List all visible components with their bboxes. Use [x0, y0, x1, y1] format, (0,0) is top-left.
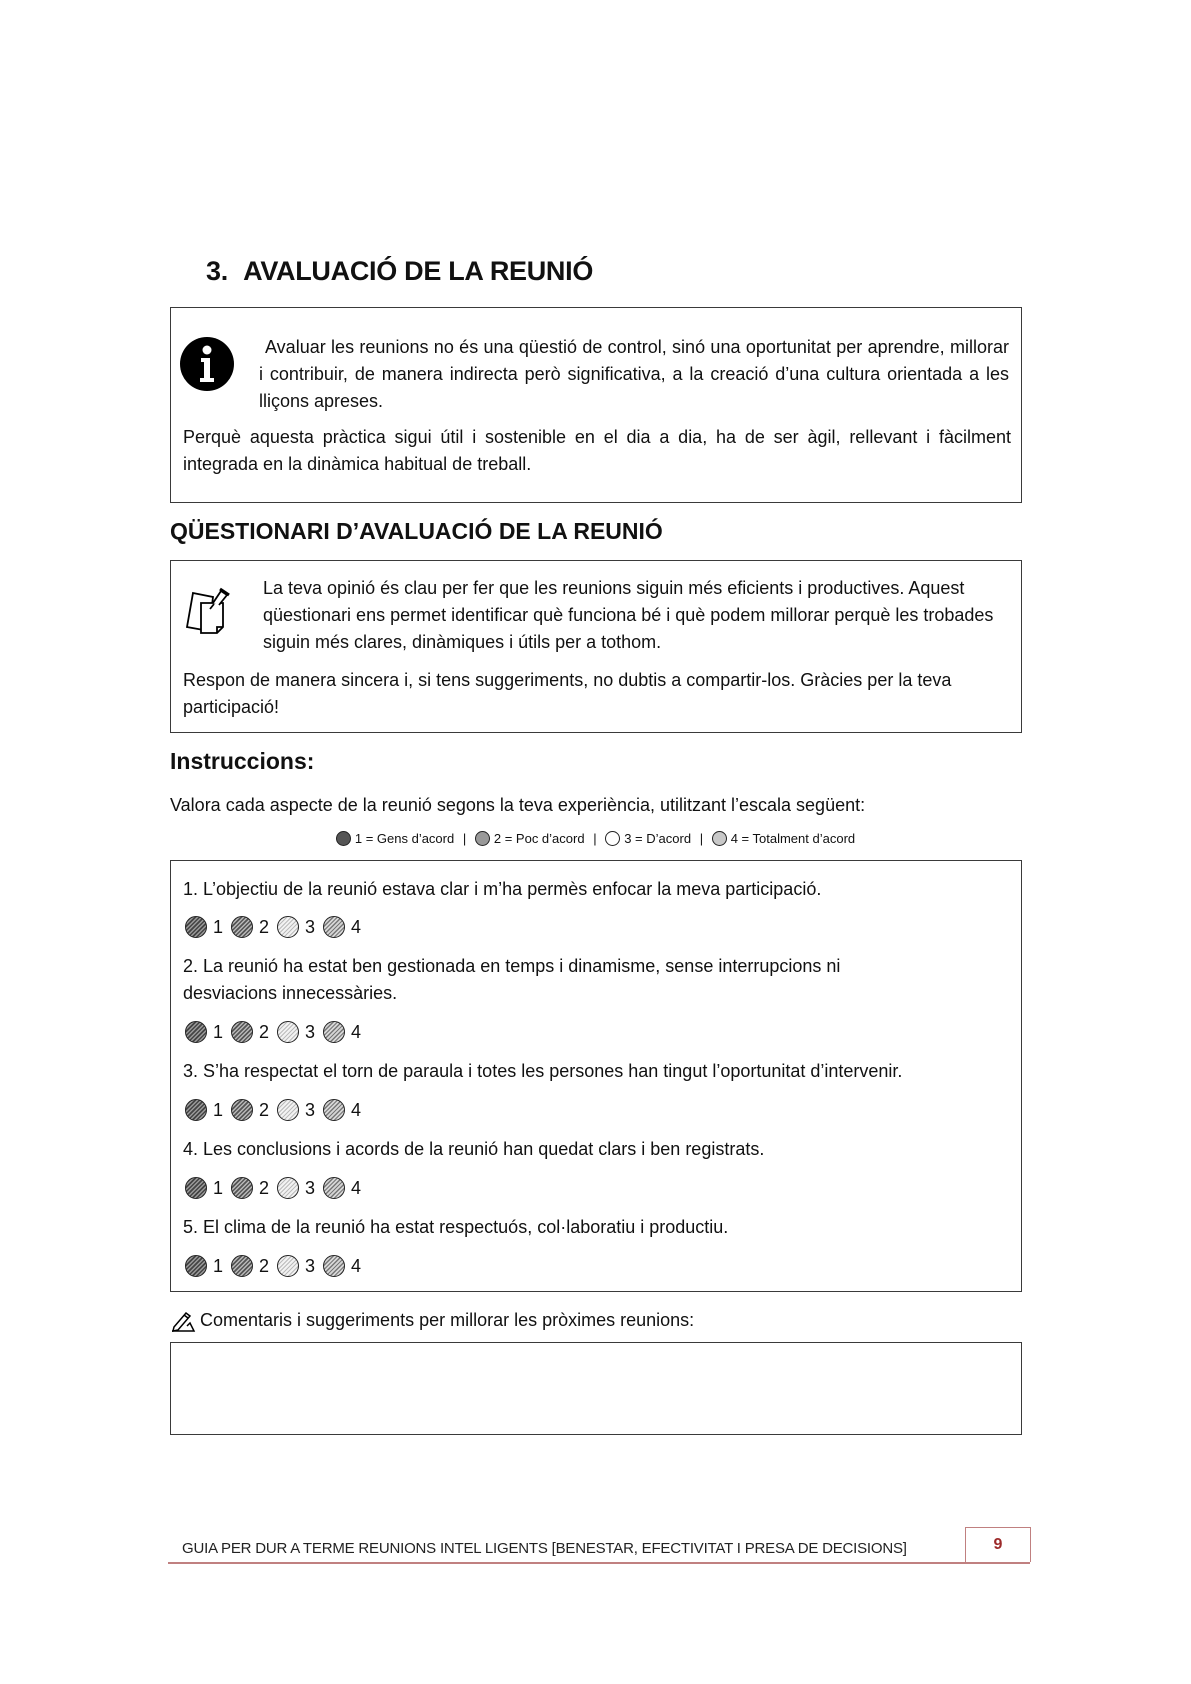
scale-dot-1-icon — [336, 831, 351, 846]
scale-separator: | — [593, 831, 597, 846]
rating-option-3-radio[interactable] — [277, 1255, 299, 1277]
instructions-heading: Instruccions: — [170, 748, 315, 774]
page-number: 9 — [965, 1527, 1031, 1562]
rating-option-1-radio[interactable] — [185, 1255, 207, 1277]
questionnaire-intro-box — [170, 560, 1022, 733]
section-title: AVALUACIÓ DE LA REUNIÓ — [243, 256, 594, 286]
rating-option-2-radio[interactable] — [231, 916, 253, 938]
scale-item-1: 1 = Gens d’acord — [336, 831, 454, 846]
rating-option-4-radio[interactable] — [323, 1177, 345, 1199]
comments-input[interactable] — [170, 1342, 1022, 1435]
info-paragraph-1: Avaluar les reunions no és una qüestió de control, sinó una oportunitat per aprendre, millorar i contribuir, de manera indirecta però significativa, a la creació d’una cultura orientada a les lliçons apreses. — [259, 337, 1009, 411]
question-4-text: 4. Les conclusions i acords de la reunió han quedat clars i ben registrats. — [183, 1139, 765, 1159]
pencil-edit-icon — [170, 1309, 196, 1333]
rating-option-4-radio[interactable] — [323, 1255, 345, 1277]
scale-dot-3-icon — [605, 831, 620, 846]
scale-separator: | — [462, 831, 467, 846]
rating-option-1-radio[interactable] — [185, 1021, 207, 1043]
question-2-rating: 1 2 3 4 — [185, 1019, 369, 1045]
scale-dot-2-icon — [475, 831, 490, 846]
scale-separator: | — [699, 831, 704, 846]
question-5-rating: 1 2 3 4 — [185, 1253, 369, 1279]
rating-option-4-radio[interactable] — [323, 1099, 345, 1121]
rating-option-1-radio[interactable] — [185, 1177, 207, 1199]
comments-label-row — [170, 1307, 694, 1334]
rating-option-3-radio[interactable] — [277, 1177, 299, 1199]
comments-label: Comentaris i suggeriments per millorar les pròximes reunions: — [200, 1310, 695, 1330]
footer-divider — [168, 1562, 1030, 1564]
rating-option-2-radio[interactable] — [231, 1021, 253, 1043]
instructions-text: Valora cada aspecte de la reunió segons la teva experiència, utilitzant l’escala següent: — [170, 795, 866, 815]
info-icon — [179, 336, 235, 392]
rating-option-4-radio[interactable] — [323, 916, 345, 938]
question-5-text: 5. El clima de la reunió ha estat respectuós, col·laboratiu i productiu. — [183, 1217, 729, 1237]
question-2-text: 2. La reunió ha estat ben gestionada en temps i dinamisme, sense interrupcions ni desviacions innecessàries. — [183, 956, 841, 1003]
rating-option-3-radio[interactable] — [277, 916, 299, 938]
section-heading — [206, 256, 593, 287]
rating-option-3-radio[interactable] — [277, 1021, 299, 1043]
rating-option-1-radio[interactable] — [185, 916, 207, 938]
pinned-note-icon — [183, 583, 237, 637]
rating-option-3-radio[interactable] — [277, 1099, 299, 1121]
rating-option-2-radio[interactable] — [231, 1099, 253, 1121]
questions-box — [170, 860, 1022, 1292]
rating-option-4-radio[interactable] — [323, 1021, 345, 1043]
info-box — [170, 307, 1022, 503]
scale-dot-4-icon — [712, 831, 727, 846]
section-number: 3. — [206, 256, 228, 286]
question-1-text: 1. L’objectiu de la reunió estava clar i m’ha permès enfocar la meva participació. — [183, 879, 822, 899]
questionnaire-heading: QÜESTIONARI D’AVALUACIÓ DE LA REUNIÓ — [170, 518, 663, 544]
scale-item-3: 3 = D’acord — [605, 831, 691, 846]
rating-scale-legend — [0, 831, 1191, 846]
questionnaire-intro-paragraph-1: La teva opinió és clau per fer que les reunions siguin més eficients i productives. Aquest qüestionari ens permet identificar què funciona bé i què podem millorar perquè les trobades siguin més clares, dinàmiques i útils per a tothom. — [263, 578, 994, 652]
footer-title: GUIA PER DUR A TERME REUNIONS INTEL LIGENTS [BENESTAR, EFECTIVITAT I PRESA DE DECISIONS] — [182, 1540, 907, 1557]
question-1-rating: 1 2 3 4 — [185, 914, 369, 940]
question-3-text: 3. S’ha respectat el torn de paraula i totes les persones han tingut l’oportunitat d’intervenir. — [183, 1061, 903, 1081]
rating-option-2-radio[interactable] — [231, 1255, 253, 1277]
info-paragraph-2: Perquè aquesta pràctica sigui útil i sostenible en el dia a dia, ha de ser àgil, rellevant i fàcilment integrada en la dinàmica habitual de treball. — [183, 427, 1011, 474]
rating-option-1-radio[interactable] — [185, 1099, 207, 1121]
rating-option-2-radio[interactable] — [231, 1177, 253, 1199]
question-3-rating: 1 2 3 4 — [185, 1097, 369, 1123]
question-4-rating: 1 2 3 4 — [185, 1175, 369, 1201]
scale-item-2: 2 = Poc d’acord — [475, 831, 585, 846]
questionnaire-intro-paragraph-2: Respon de manera sincera i, si tens suggeriments, no dubtis a compartir-los. Gràcies per la teva participació! — [183, 670, 952, 717]
scale-item-4: 4 = Totalment d’acord — [712, 831, 855, 846]
